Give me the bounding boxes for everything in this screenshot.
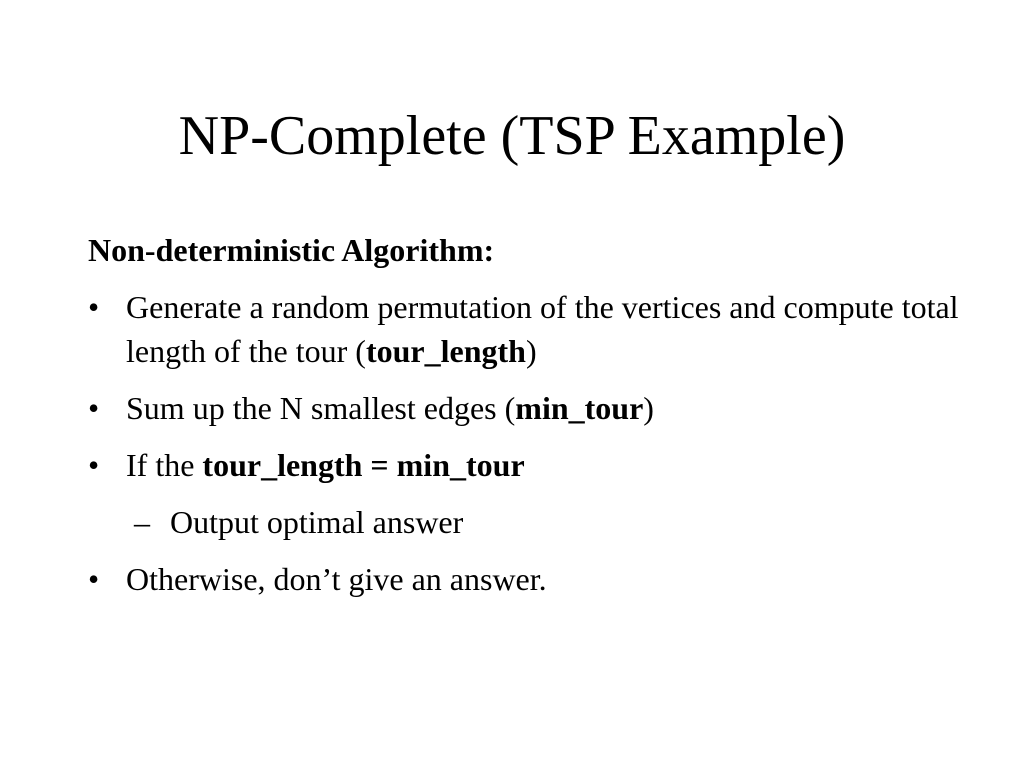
bullet-item-sum xyxy=(88,386,968,430)
sub-bullet-marker: – xyxy=(134,504,150,540)
bullet-text-pre: Sum up the N smallest edges ( xyxy=(126,390,516,426)
slide-body xyxy=(88,228,968,614)
sub-bullet-text: Output optimal answer xyxy=(170,504,464,540)
bullet-text xyxy=(126,289,959,369)
bullet-marker: • xyxy=(88,289,100,325)
bullet-text xyxy=(126,447,525,483)
sub-bullet-item-output xyxy=(88,500,968,544)
bullet-item-if xyxy=(88,443,968,487)
slide-title: NP-Complete (TSP Example) xyxy=(178,105,846,167)
bullet-item-generate xyxy=(88,285,968,373)
bullet-text-pre: If the xyxy=(126,447,203,483)
bullet-marker: • xyxy=(88,561,100,597)
bullet-text-bold: tour_length = min_tour xyxy=(202,447,525,483)
bullet-marker: • xyxy=(88,447,100,483)
bullet-text-post: ) xyxy=(525,333,537,369)
bullet-text xyxy=(126,390,654,426)
bullet-item-otherwise xyxy=(88,557,968,601)
bullet-text-bold: tour_length xyxy=(365,333,526,369)
bullet-text-bold: min_tour xyxy=(515,390,644,426)
bullet-marker: • xyxy=(88,390,100,426)
bullet-text: Otherwise, don’t give an answer. xyxy=(126,561,547,597)
bullet-text-post: ) xyxy=(643,390,654,426)
bullet-text-pre: Generate a random permutation of the vertices and compute total length of the tour ( xyxy=(126,289,959,369)
section-heading: Non-deterministic Algorithm: xyxy=(88,232,495,268)
